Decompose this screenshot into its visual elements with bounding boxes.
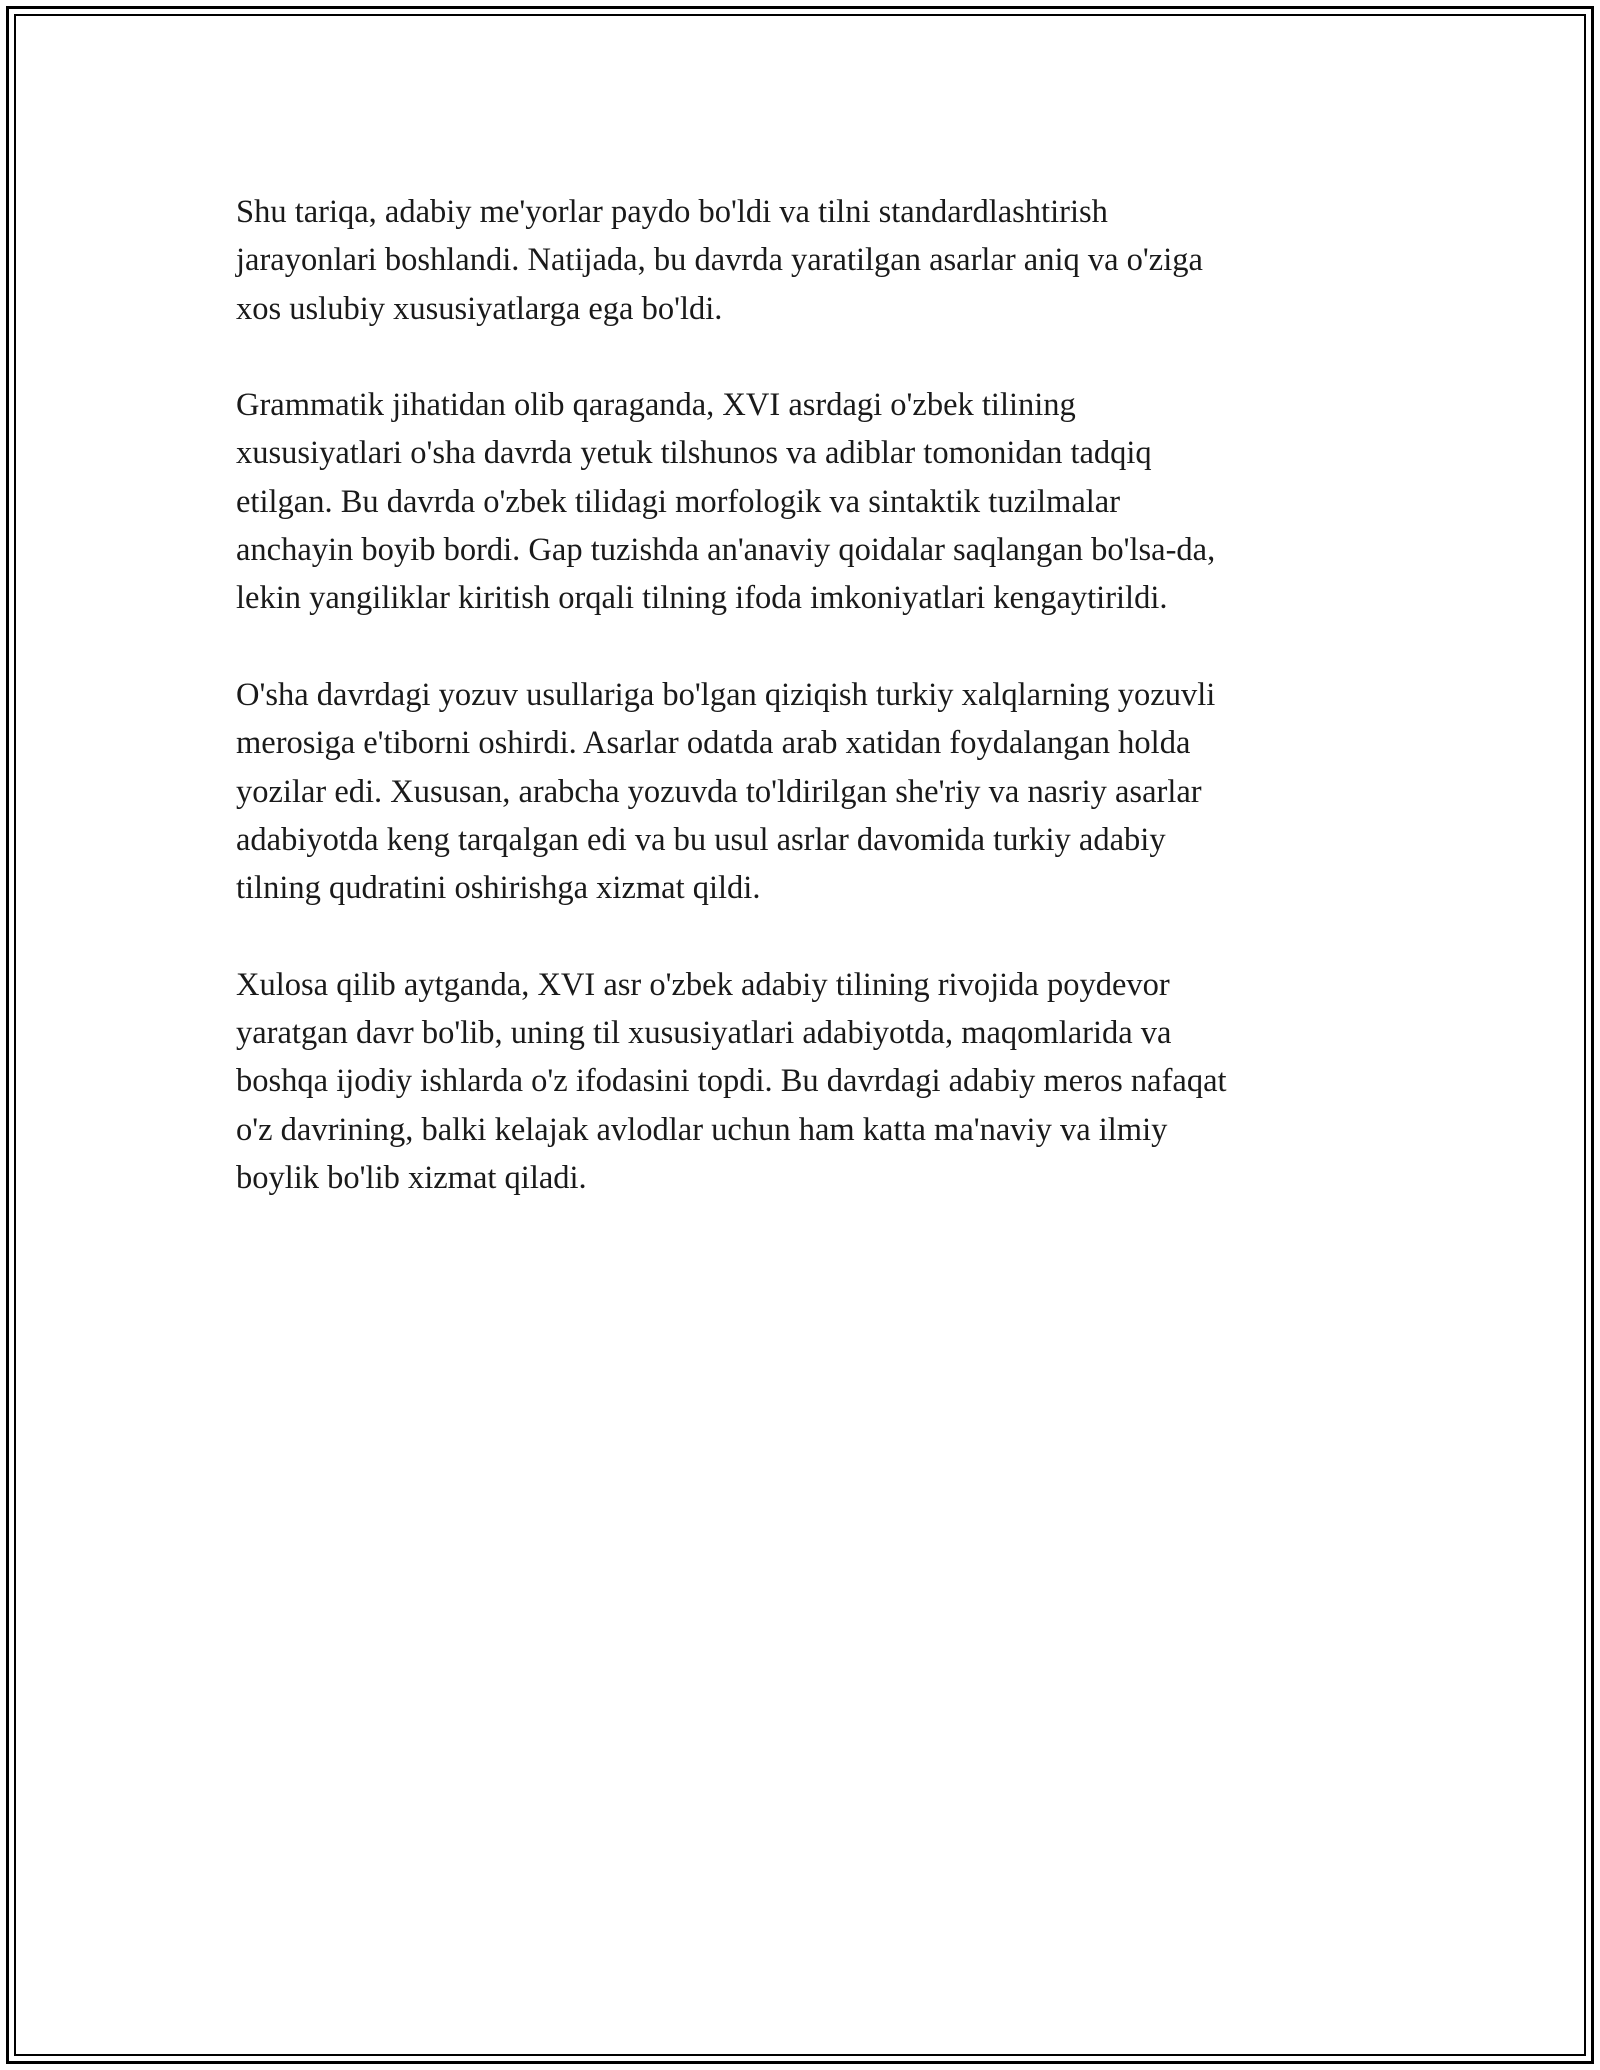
document-body <box>236 188 1376 1251</box>
text-line: xos uslubiy xususiyatlarga ega bo'ldi. <box>236 290 723 327</box>
text-line: anchayin boyib bordi. Gap tuzishda an'anaviy qoidalar saqlangan bo'lsa-da, <box>236 532 1216 569</box>
text-line: jarayonlari boshlandi. Natijada, bu davrda yaratilgan asarlar aniq va o'ziga <box>236 242 1203 279</box>
text-line: o'z davrining, balki kelajak avlodlar uchun ham katta ma'naviy va ilmiy <box>236 1111 1168 1148</box>
paragraph <box>236 381 1376 622</box>
text-line: yozilar edi. Xususan, arabcha yozuvda to'ldirilgan she'riy va nasriy asarlar <box>236 773 1202 810</box>
text-line: boylik bo'lib xizmat qiladi. <box>236 1159 587 1196</box>
text-line: merosiga e'tiborni oshirdi. Asarlar odatda arab xatidan foydalangan holda <box>236 725 1191 762</box>
text-line: adabiyotda keng tarqalgan edi va bu usul asrlar davomida turkiy adabiy <box>236 821 1166 858</box>
text-line: lekin yangiliklar kiritish orqali tilning ifoda imkoniyatlari kengaytirildi. <box>236 580 1168 617</box>
text-line: yaratgan davr bo'lib, uning til xususiyatlari adabiyotda, maqomlarida va <box>236 1015 1172 1052</box>
paragraph <box>236 671 1376 912</box>
text-line: Shu tariqa, adabiy me'yorlar paydo bo'ldi va tilni standardlashtirish <box>236 194 1108 230</box>
text-line: Grammatik jihatidan olib qaraganda, XVI asrdagi o'zbek tilining <box>236 387 1076 424</box>
paragraph <box>236 188 1376 333</box>
text-line: O'sha davrdagi yozuv usullariga bo'lgan qiziqish turkiy xalqlarning yozuvli <box>236 676 1216 713</box>
text-line: etilgan. Bu davrda o'zbek tilidagi morfologik va sintaktik tuzilmalar <box>236 483 1121 520</box>
text-line: boshqa ijodiy ishlarda o'z ifodasini topdi. Bu davrdagi adabiy meros nafaqat <box>236 1063 1227 1100</box>
text-line: xususiyatlari o'sha davrda yetuk tilshunos va adiblar tomonidan tadqiq <box>236 435 1152 472</box>
paragraph <box>236 961 1376 1202</box>
text-line: tilning qudratini oshirishga xizmat qildi. <box>236 870 761 907</box>
text-line: Xulosa qilib aytganda, XVI asr o'zbek adabiy tilining rivojida poydevor <box>236 966 1170 1003</box>
